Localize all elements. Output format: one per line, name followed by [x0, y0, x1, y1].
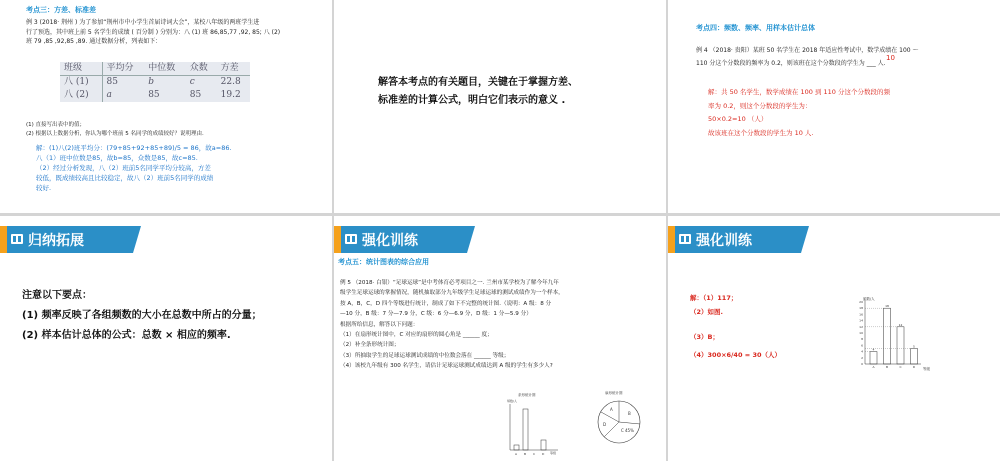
y-tick-label: 16: [859, 312, 863, 317]
y-tick-label: 18: [859, 306, 863, 311]
text-line: 110 分这个分数段的频率为 0.2，则该班在这个分数段的学生为 ___ 人.: [696, 60, 886, 67]
pie-label: A: [610, 407, 613, 412]
section-title: 强化训练: [362, 233, 418, 249]
y-tick-label: 14: [859, 318, 863, 323]
chart-xlabel: 等级: [923, 367, 930, 371]
banner-accent: [334, 226, 341, 253]
table-row: [60, 76, 250, 90]
y-tick-label: 12: [859, 324, 863, 329]
bar-b: [523, 409, 528, 450]
table-cell: 19.2: [220, 90, 241, 100]
score-table: [60, 62, 250, 102]
text-line: （2）补全条形统计图；: [340, 342, 400, 349]
text-line: （1）在扇形统计图中，C 对应的扇形的圆心角是 ______ 度；: [340, 332, 493, 339]
slide-3[interactable]: [668, 0, 1000, 213]
book-icon: [679, 234, 691, 244]
table-cell: 八 (1): [60, 76, 102, 90]
text-line: 按 A，B，C，D 四个等级进行统计，制成了如下不完整的统计图.（说明：A 级：8 分: [340, 300, 552, 307]
question-item: (1) 直接写出表中的值；: [26, 122, 86, 128]
table-header: 众数: [186, 62, 217, 76]
table-header: 中位数: [144, 62, 186, 76]
data-label: 12: [898, 322, 903, 327]
solution-line: 率为 0.2，则这个分数段的学生为：: [708, 101, 812, 110]
text-line: (2) 样本估计总体的公式：总数 × 相应的频率.: [22, 330, 231, 341]
data-label: 4: [872, 347, 875, 352]
banner-accent: [0, 226, 7, 253]
table-header: 班级: [60, 62, 102, 76]
solution-text: [708, 86, 890, 140]
solution-line: 50×0.2=10 （人）: [708, 115, 768, 123]
example-text: [26, 18, 280, 47]
banner-tail: [467, 226, 475, 253]
x-tick-label: B: [885, 365, 889, 369]
section-banner: [334, 226, 467, 253]
pie-label: D: [603, 422, 607, 427]
text-line: 解答本考点的有关题目，关键在于掌握方差、: [378, 77, 578, 88]
y-tick-label: 2: [861, 355, 863, 360]
text-line: 班 79 ,85 ,92,85 ,89. 通过数据分析，列表如下：: [26, 38, 162, 45]
solution-line: 解：(1)八(2)班平均分：(79+85+92+85+89)/5 = 86，故a=86.: [36, 144, 232, 152]
table-cell: b: [148, 77, 154, 87]
answer-line-4: （4）300×6/40 = 30（人）: [690, 351, 781, 359]
kaodian-title: 考点五：统计图表的综合应用: [338, 258, 429, 266]
small-bar-chart: [504, 390, 564, 458]
y-tick-label: 20: [859, 300, 863, 304]
banner-accent: [668, 226, 675, 253]
bar-chart-title: 条形统计图: [518, 393, 536, 397]
slide-4[interactable]: [0, 216, 332, 461]
table-cell: c: [189, 77, 195, 87]
table-cell: 22.8: [220, 77, 241, 87]
tick-label: A: [515, 452, 518, 456]
answer-line-2: （2）如图.: [690, 308, 723, 316]
table-header: 方差: [217, 62, 250, 76]
text-line: —10 分，B 级：7 分—7.9 分，C 级：6 分—6.9 分，D 级：1 分—5.9 分）: [340, 311, 532, 318]
pie-divider: [619, 422, 640, 424]
text-line: (1) 频率反映了各组频数的大小在总数中所占的分量；: [22, 310, 262, 321]
table-header: 平均分: [102, 62, 144, 76]
slide-2[interactable]: [334, 0, 666, 213]
question-list: [26, 121, 204, 139]
section-title: 归纳拓展: [28, 233, 84, 249]
x-tick-label: C: [899, 365, 902, 369]
bar-a: [514, 445, 519, 450]
bar-d: [541, 440, 546, 450]
bar-chart-ylabel: 频数/人: [507, 399, 518, 403]
question-item: (2) 根据以上数据分析，你认为哪个班前 5 名同学的成绩较好？说明理由.: [26, 131, 204, 137]
text-line: 根据所给信息，解答以下问题：: [340, 321, 419, 328]
tick-label: B: [524, 452, 527, 456]
y-tick-label: 10: [859, 331, 863, 335]
notes-text: [22, 286, 262, 346]
table-cell: 85: [106, 77, 118, 87]
book-icon: [11, 234, 23, 244]
pie-divider: [604, 422, 619, 437]
text-line: 级学生足球运球的掌握情况，随机抽取部分九年级学生足球运球的测试成绩作为一个样本，: [340, 290, 564, 297]
data-label: 5: [913, 344, 915, 349]
solution-line: 八（1）班中位数是85，故b=85，众数是85，故c=85.: [36, 154, 198, 162]
pie-chart-title: 扇形统计图: [605, 391, 623, 395]
section-title: 强化训练: [696, 233, 752, 249]
y-tick-label: 4: [861, 349, 863, 354]
table-row: [60, 89, 250, 102]
text-line: （3）所抽取学生的足球运球测试成绩的中位数会落在 ______ 等级；: [340, 352, 510, 359]
section-banner: [668, 226, 801, 253]
solution-line: 故该班在这个分数段的学生为 10 人.: [708, 128, 814, 137]
book-icon: [345, 234, 357, 244]
tick-label: D: [542, 452, 545, 456]
text-line: 行了预选，其中班上前 5 名学生的成绩 ( 百分制 ) 分别为：八 (1) 班 86,85,77 ,92, 85; 八 (2): [26, 28, 281, 36]
tick-label: C: [533, 452, 536, 456]
y-tick-label: 0: [861, 362, 863, 366]
example-text: [340, 278, 564, 372]
solution-line: 较低，既成绩较高且比较稳定，故八（2）班前5名同学的成绩: [36, 174, 214, 182]
section-banner: [0, 226, 133, 253]
banner-tail: [801, 226, 809, 253]
pie-chart: [589, 388, 649, 448]
banner-tail: [133, 226, 141, 253]
slide-6[interactable]: [668, 216, 1000, 461]
bar: [870, 352, 877, 364]
answer-line-3: （3）B；: [690, 333, 719, 341]
text-line: 例 3 (2018· 荆州 ) 为了参加“荆州市中小学生首届诗词大会”，某校八年级的两班学生进: [26, 19, 260, 26]
x-tick-label: A: [872, 365, 875, 369]
text-line: 例 5 （2018· 白银）“足球运球”是中考体育必考项目之一. 兰州市某学校为了解今年九年: [340, 280, 559, 286]
answer-fill: 10: [886, 54, 895, 62]
slide-1[interactable]: [0, 0, 332, 213]
pie-divider: [601, 412, 619, 422]
table-cell: 85: [148, 90, 160, 100]
y-tick-label: 8: [861, 337, 863, 342]
data-label: 18: [885, 304, 889, 309]
table-cell: 85: [189, 90, 202, 100]
text-line: 例 4 （2018· 贵阳）某班 50 名学生在 2018 年适应性考试中，数学成绩在 100 ～: [696, 47, 919, 54]
solution-line: （2）经过分析发现，八（2）班前5名同学平均分较高，方差: [36, 164, 211, 172]
answer-bar-chart: [853, 294, 933, 374]
pie-label: B: [628, 411, 631, 416]
text-line: 标准差的计算公式，明白它们表示的意义 .: [378, 95, 566, 106]
pie-percent: 45%: [625, 428, 634, 433]
text-line: 注意以下要点：: [22, 290, 92, 301]
table-cell: a: [106, 90, 112, 100]
bar: [897, 327, 904, 364]
slide-5[interactable]: [334, 216, 666, 461]
kaodian-title: 考点三：方差、标准差: [26, 6, 96, 14]
pie-label: C: [621, 428, 624, 433]
answer-line-1: 解：（1）117；: [690, 294, 738, 302]
bar: [884, 308, 891, 364]
summary-text: [378, 74, 578, 110]
table-cell: 八 (2): [60, 89, 102, 102]
solution-line: 解：共 50 名学生，数学成绩在 100 到 110 分这个分数段的频: [708, 88, 890, 96]
bar-chart-xlabel: 等级: [550, 451, 557, 455]
solution-text: [36, 143, 232, 193]
solution-line: 较好.: [36, 184, 52, 192]
bar: [911, 349, 918, 365]
text-line: （4）该校九年级有 300 名学生，请估计足球运球测试成绩达到 A 级的学生有多少人?: [340, 363, 553, 370]
chart-ylabel: 频数/人: [863, 297, 875, 301]
x-tick-label: D: [912, 365, 916, 369]
y-tick-label: 6: [861, 343, 863, 348]
kaodian-title: 考点四：频数、频率、用样本估计总体: [696, 24, 815, 32]
